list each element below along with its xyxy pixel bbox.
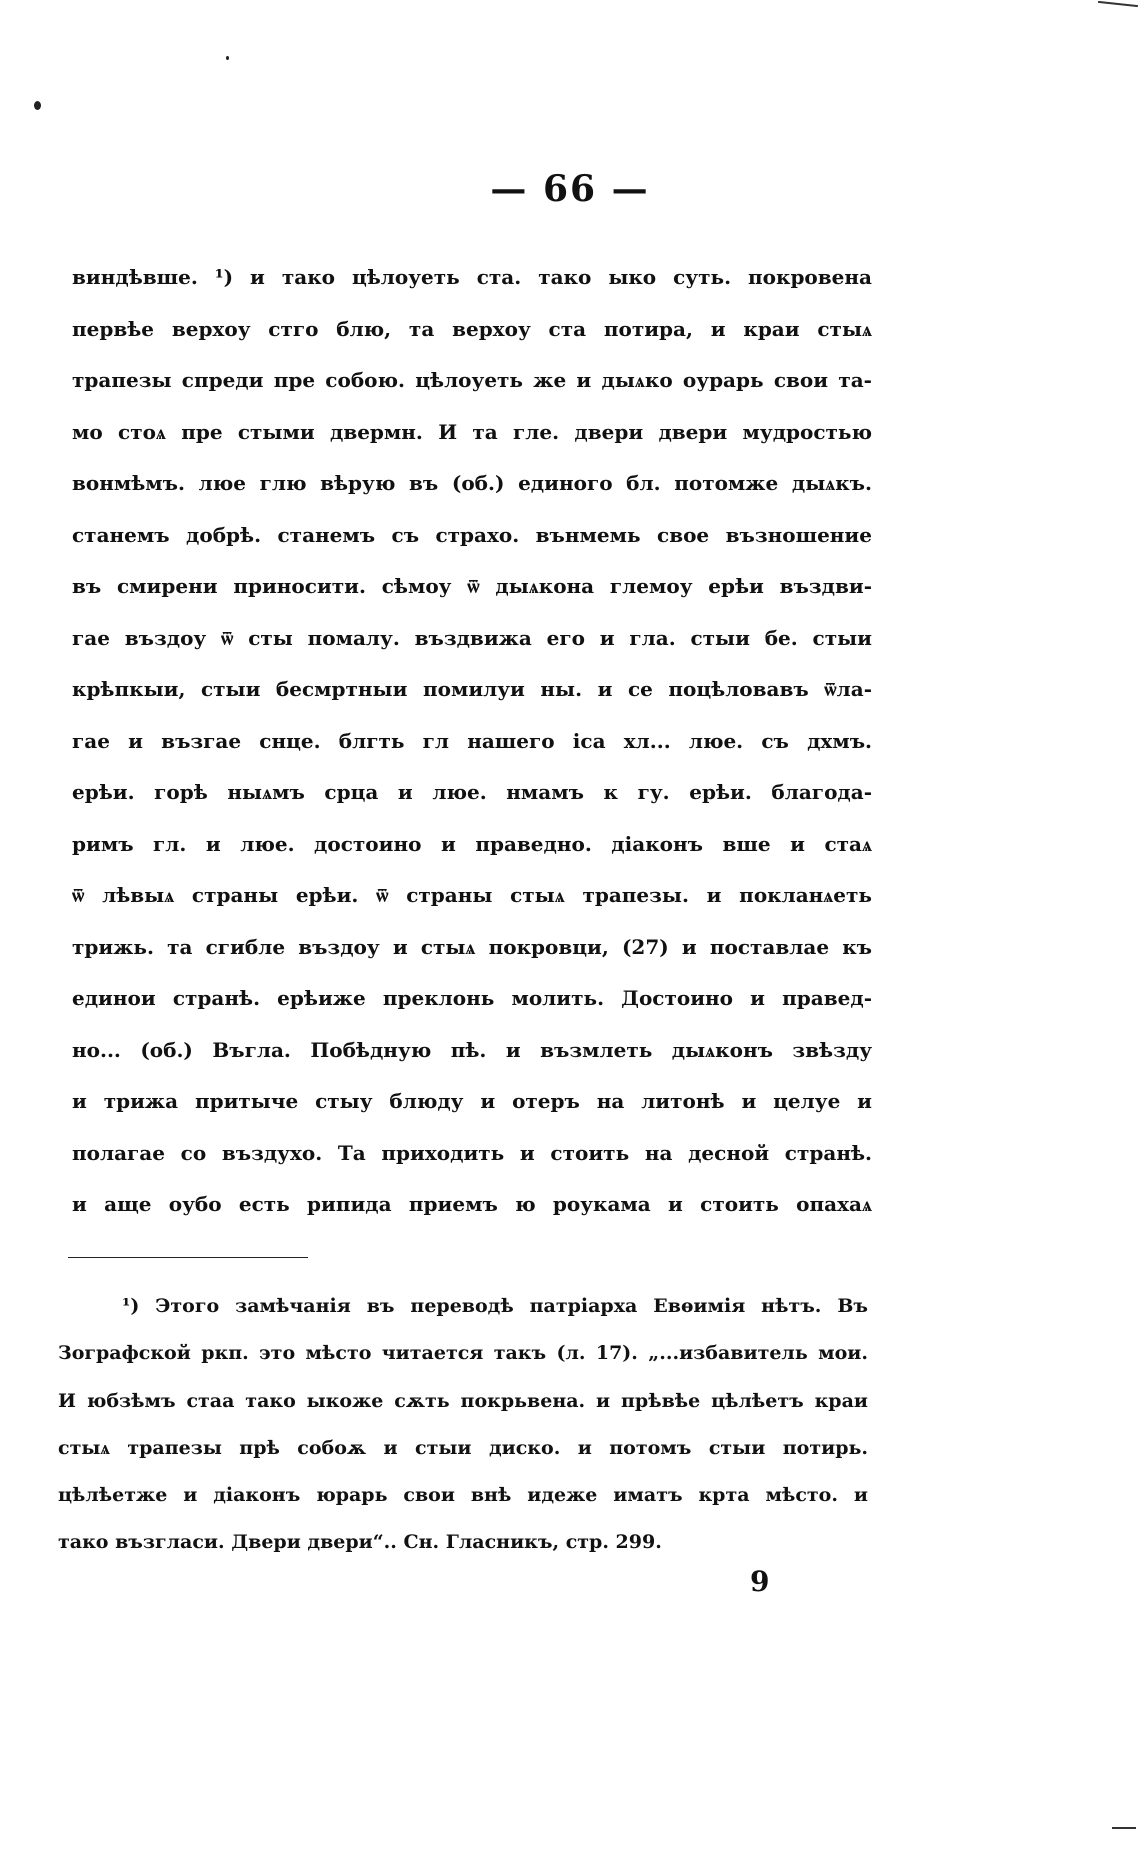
scan-speck	[34, 101, 41, 110]
signature-mark: 9	[750, 1565, 770, 1598]
footnote-separator	[68, 1257, 308, 1258]
main-text-block	[72, 252, 872, 1231]
footnote-line: цѣлѣетже и діаконъ юрарь свои внѣ идеже иматъ крта мѣсто. и	[58, 1484, 868, 1507]
main-text-line: первѣе верхоу стго блю, та верхоу ста потира, и краи стыѧ	[72, 316, 872, 341]
main-text-line: трапезы спреди пре собою. цѣлоуеть же и дыѧко оурарь свои та-	[72, 368, 872, 392]
main-text-line: полагае со въздухо. Та приходить и стоить на десной странѣ.	[72, 1140, 872, 1165]
footnote-line: Зографской ркп. это мѣсто читается такъ (л. 17). „...избавитель мои.	[58, 1342, 868, 1365]
main-text-line: виндѣвше. ¹) и тако цѣлоуеть ста. тако ыко суть. покровена	[72, 265, 872, 289]
main-text-line: римъ гл. и люе. достоино и праведно. діаконъ вше и стаѧ	[72, 831, 872, 856]
main-text-line: и трижа притыче стыу блюду и отеръ на литонѣ и целуе и	[72, 1089, 872, 1113]
main-text-line: ерѣи. горѣ ныѧмъ срца и люе. нмамъ к гу. ерѣи. благода-	[72, 780, 872, 804]
footnote-line: ¹) Этого замѣчанія въ переводѣ патріарха Евѳимія нѣтъ. Въ	[122, 1295, 868, 1317]
main-text-line: и аще оубо есть рипида приемъ ю роукама и стоить опахаѧ	[72, 1192, 872, 1216]
footnote-block	[58, 1283, 868, 1567]
page-number: — 66 —	[490, 168, 650, 210]
main-text-line: трижь. та сгибле въздоу и стыѧ покровци, (27) и поставлае къ	[72, 934, 872, 959]
main-text-line: станемъ добрѣ. станемъ съ страхо. вънмемь свое възношение	[72, 522, 872, 547]
scan-edge-mark	[1098, 1, 1138, 7]
main-text-line: вонмѣмъ. люе глю вѣрую въ (об.) единого бл. потомже дыѧкъ.	[72, 471, 872, 495]
footnote-line: тако възгласи. Двери двери“.. Сн. Гласникъ, стр. 299.	[58, 1531, 662, 1554]
scan-edge-mark	[1112, 1827, 1136, 1829]
scan-speck	[226, 56, 229, 60]
footnote-line: И юбзѣмъ стаа тако ыкоже сѫть покрьвена. и прѣвѣе цѣлѣетъ краи	[58, 1389, 868, 1412]
footnote-line: стыѧ трапезы прѣ собоѫ и стыи диско. и потомъ стыи потирь.	[58, 1436, 868, 1459]
main-text-line: въ смирени приносити. сѣмоу ѿ дыѧкона глемоу ерѣи въздви-	[72, 574, 872, 598]
main-text-line: гае и възгае снце. блгть гл нашего іса хл... люе. съ дхмъ.	[72, 728, 872, 753]
main-text-line: крѣпкыи, стыи бесмртныи помилуи ны. и се поцѣловавъ ѿла-	[72, 677, 872, 701]
main-text-line: мо стоѧ пре стыми двермн. И та гле. двери двери мудростью	[72, 419, 872, 444]
main-text-line: единои странѣ. ерѣиже преклонь молить. Достоино и правед-	[72, 986, 872, 1010]
main-text-line: но... (об.) Въгла. Побѣдную пѣ. и възмлеть дыѧконъ звѣзду	[72, 1037, 872, 1062]
main-text-line: ѿ лѣвыѧ страны ерѣи. ѿ страны стыѧ трапезы. и покланѧеть	[72, 883, 872, 907]
main-text-line: гае въздоу ѿ сты помалу. въздвижа его и гла. стыи бе. стыи	[72, 625, 872, 650]
